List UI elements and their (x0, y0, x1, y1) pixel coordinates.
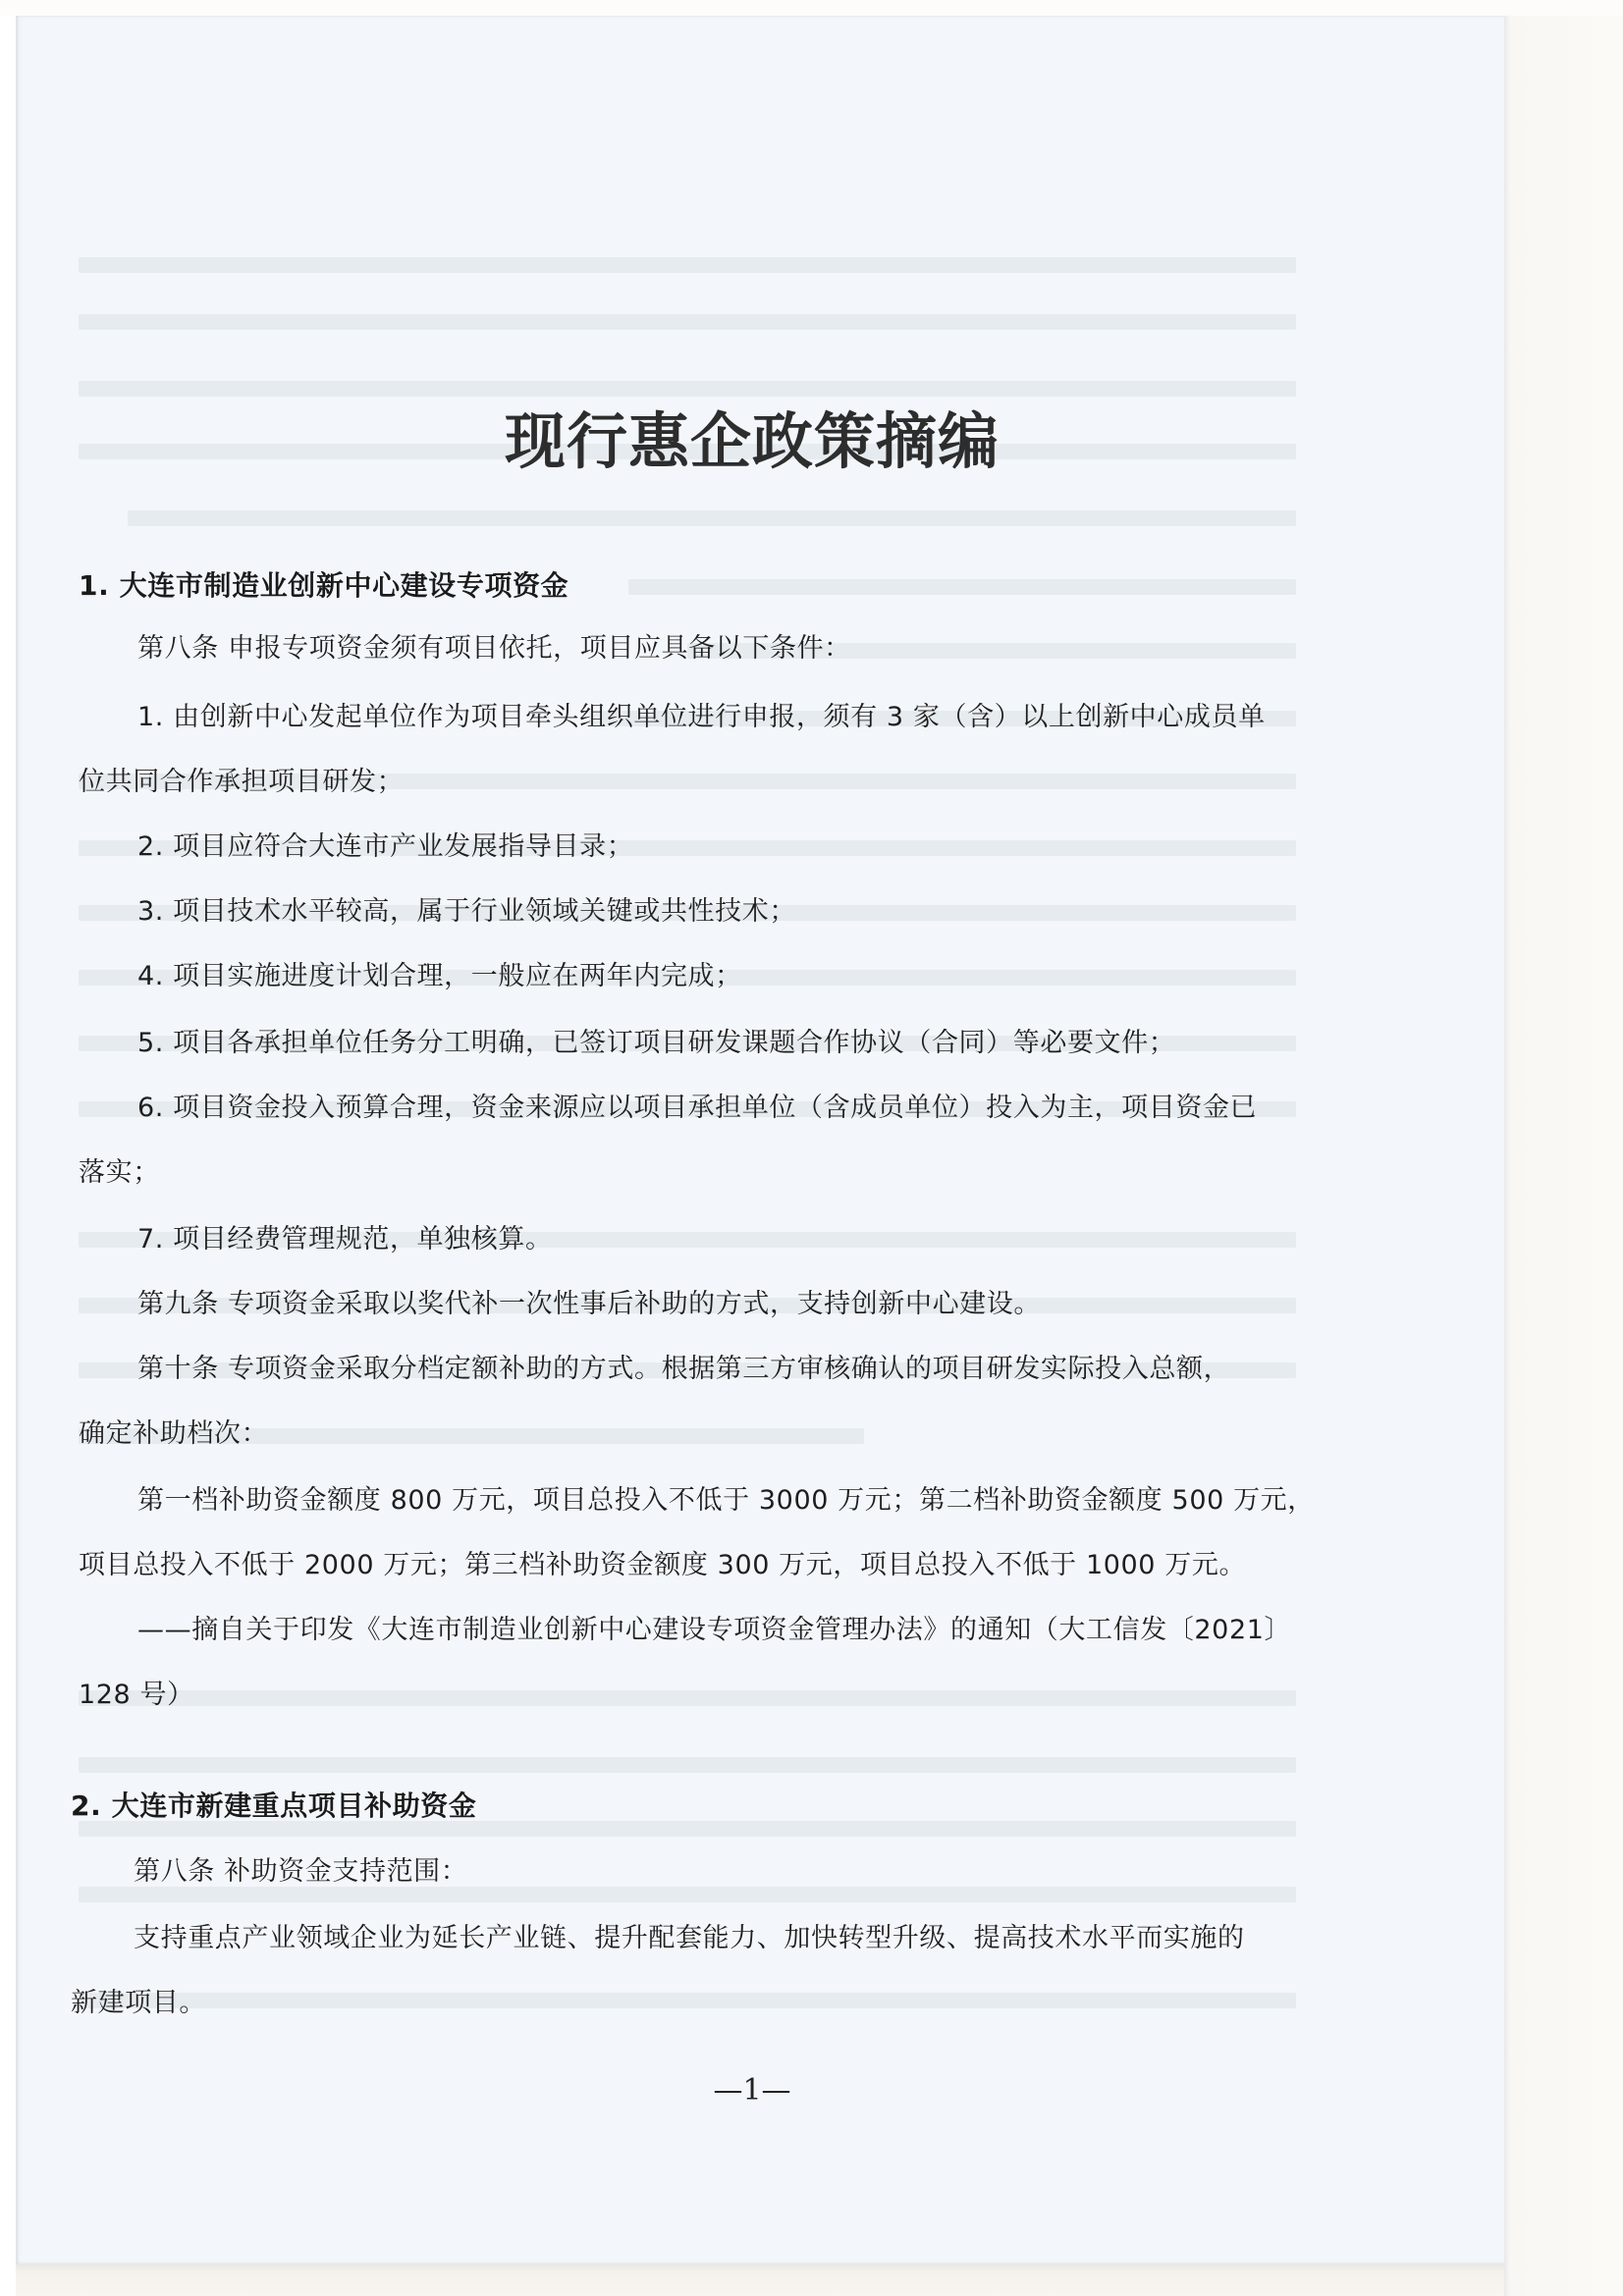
paragraph-line: 第八条 补助资金支持范围： (134, 1856, 468, 1887)
citation-line: ——摘自关于印发《大连市制造业创新中心建设专项资金管理办法》的通知（大工信发〔2021〕 (137, 1615, 1292, 1645)
paragraph-line: 第九条 专项资金采取以奖代补一次性事后补助的方式，支持创新中心建设。 (137, 1289, 1041, 1319)
paragraph-line: 确定补助档次： (79, 1418, 269, 1449)
paragraph-line: 新建项目。 (71, 1988, 206, 2018)
bleed-through-text (128, 510, 1296, 526)
paragraph-line: 2. 项目应符合大连市产业发展指导目录； (137, 831, 634, 862)
paragraph-line: 3. 项目技术水平较高，属于行业领域关键或共性技术； (137, 896, 796, 927)
paragraph-line: 落实； (79, 1157, 160, 1188)
paragraph-line: 6. 项目资金投入预算合理，资金来源应以项目承担单位（含成员单位）投入为主，项目资金已 (137, 1093, 1258, 1123)
bleed-through-text (79, 1690, 1296, 1706)
bleed-through-text (628, 579, 1296, 595)
scan-margin-top (0, 0, 1623, 16)
paragraph-line: 7. 项目经费管理规范，单独核算。 (137, 1224, 553, 1255)
bleed-through-text (79, 314, 1296, 330)
bleed-through-text (79, 1993, 1296, 2008)
paragraph-line: 第一档补助资金额度 800 万元，项目总投入不低于 3000 万元；第二档补助资金额度 500 万元， (137, 1485, 1315, 1516)
scan-margin-right (1504, 16, 1623, 2296)
paragraph-line: 位共同合作承担项目研发； (79, 767, 405, 797)
paragraph-line: 第八条 申报专项资金须有项目依托，项目应具备以下条件： (137, 633, 851, 664)
paragraph-line: 项目总投入不低于 2000 万元；第三档补助资金额度 300 万元，项目总投入不低于 1000 万元。 (79, 1550, 1247, 1580)
page-number: —1— (713, 2073, 791, 2108)
paragraph-line: 支持重点产业领域企业为延长产业链、提升配套能力、加快转型升级、提高技术水平而实施的 (134, 1923, 1245, 1953)
paragraph-line: 1. 由创新中心发起单位作为项目牵头组织单位进行申报，须有 3 家（含）以上创新中心成员单 (137, 702, 1266, 732)
bleed-through-text (79, 257, 1296, 273)
paragraph-line: 4. 项目实施进度计划合理，一般应在两年内完成； (137, 961, 742, 991)
section-heading: 2. 大连市新建重点项目补助资金 (71, 1789, 477, 1822)
document-title: 现行惠企政策摘编 (504, 405, 1000, 477)
paragraph-line: 第十条 专项资金采取分档定额补助的方式。根据第三方审核确认的项目研发实际投入总额， (137, 1354, 1231, 1384)
bleed-through-text (79, 1887, 1296, 1902)
section-heading: 1. 大连市制造业创新中心建设专项资金 (79, 569, 569, 602)
scan-margin-bottom (16, 2264, 1504, 2296)
bleed-through-text (79, 1757, 1296, 1773)
paragraph-line: 5. 项目各承担单位任务分工明确，已签订项目研发课题合作协议（合同）等必要文件； (137, 1028, 1176, 1058)
citation-line: 128 号） (79, 1680, 194, 1710)
